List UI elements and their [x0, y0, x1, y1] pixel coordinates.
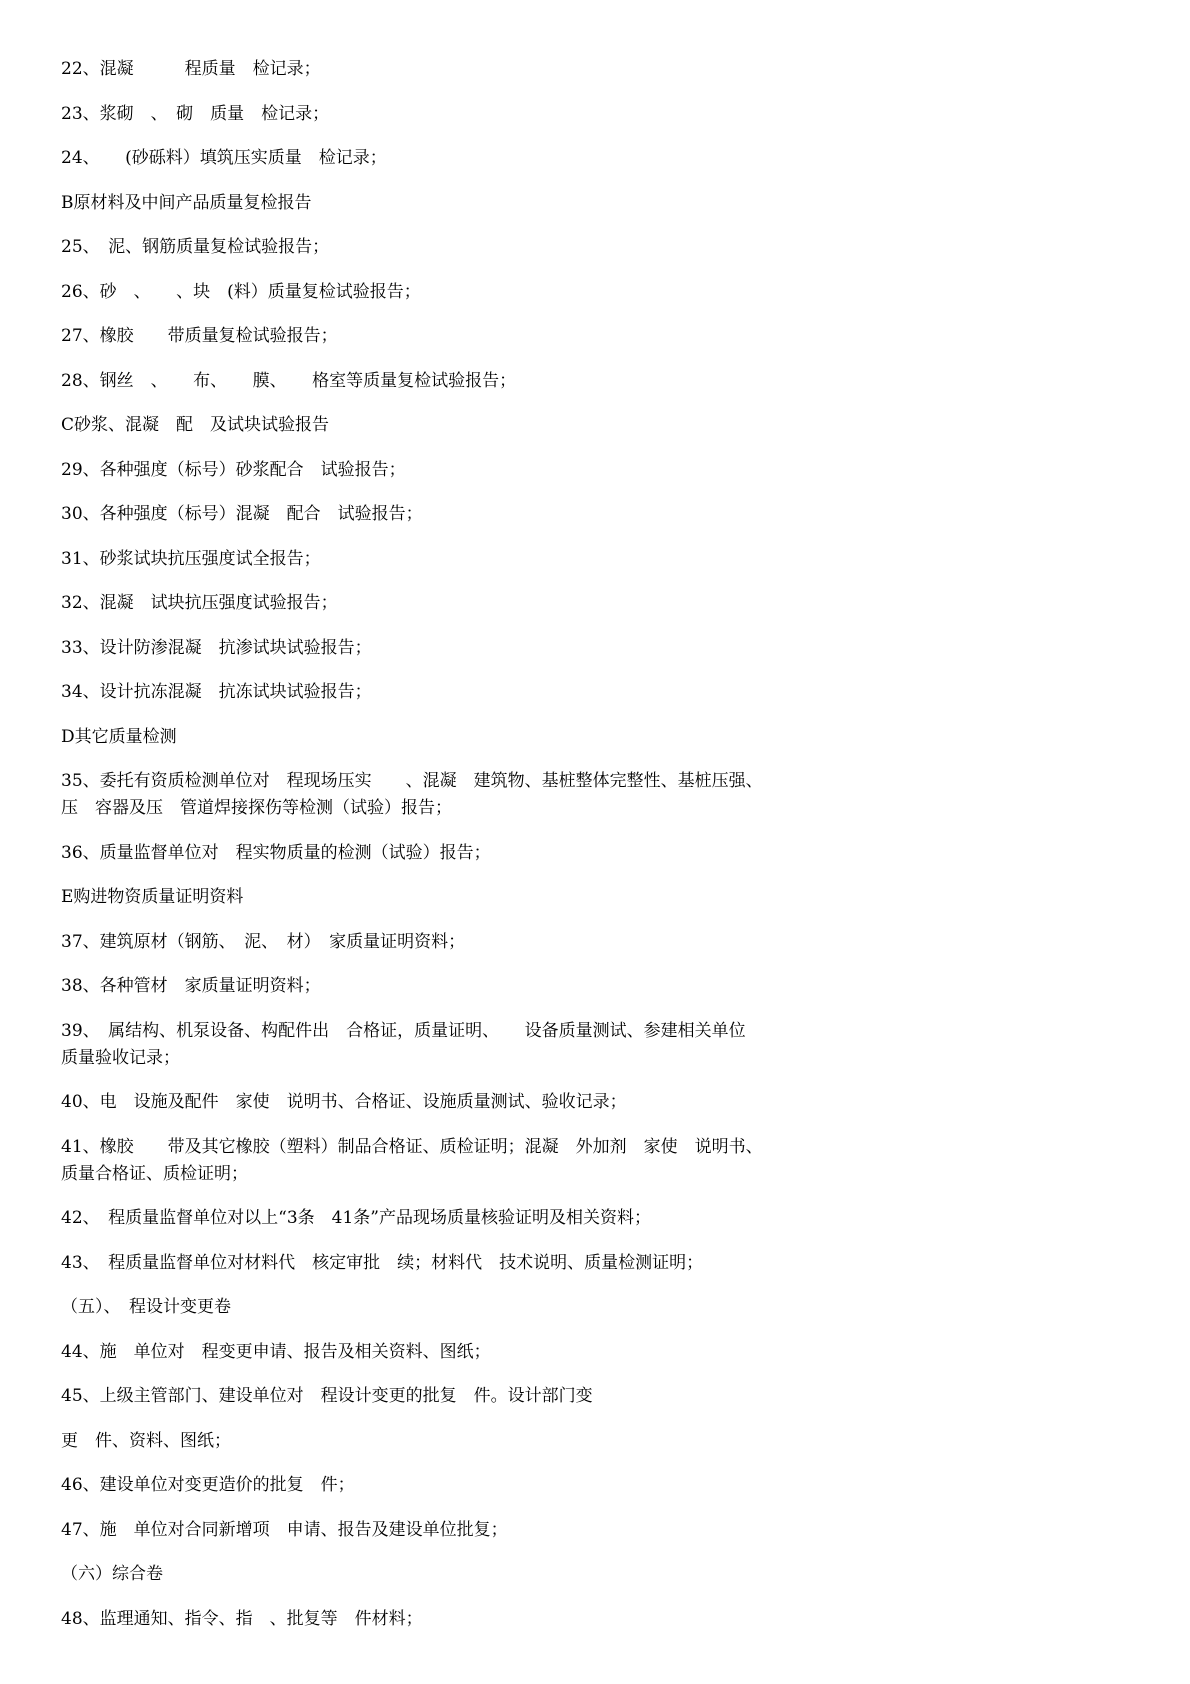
list-item: 29、各种强度（标号）砂浆配合 试验报告；: [61, 459, 406, 480]
list-item: 47、施 单位对合同新增项 申请、报告及建设单位批复；: [61, 1519, 508, 1540]
list-item: 42、 程质量监督单位对以上“3条 41条”产品现场质量核验证明及相关资料；: [61, 1208, 651, 1228]
list-item: 26、砂 、 、块 (料）质量复检试验报告；: [61, 281, 421, 302]
list-item-line: 质量验收记录；: [61, 1047, 180, 1068]
document-page: [61, 56, 1121, 1650]
list-item-line: 压 容器及压 管道焊接探伤等检测（试验）报告；: [61, 798, 452, 818]
list-item: 23、浆砌 、 砌 质量 检记录；: [61, 103, 330, 124]
list-item: 27、橡胶 带质量复检试验报告；: [61, 326, 338, 346]
section-heading-d: D其它质量检测: [61, 726, 177, 747]
list-item-multiline: [61, 1018, 1121, 1072]
list-item: 32、混凝 试块抗压强度试验报告；: [61, 593, 338, 613]
list-item: 48、监理通知、指令、指 、批复等 件材料；: [61, 1608, 423, 1629]
list-item: 31、砂浆试块抗压强度试全报告；: [61, 548, 321, 569]
list-item: 更 件、资料、图纸；: [61, 1430, 231, 1451]
section-heading-5: （五）、 程设计变更卷: [61, 1297, 231, 1317]
list-item: 44、施 单位对 程变更申请、报告及相关资料、图纸；: [61, 1341, 491, 1362]
list-item: 36、质量监督单位对 程实物质量的检测（试验）报告；: [61, 842, 491, 863]
section-heading-e: E购进物资质量证明资料: [61, 887, 244, 907]
list-item: 40、电 设施及配件 家使 说明书、合格证、设施质量测试、验收记录；: [61, 1092, 627, 1112]
list-item: 25、 泥、钢筋质量复检试验报告；: [61, 237, 330, 257]
section-heading-6: （六）综合卷: [61, 1564, 163, 1584]
list-item: 34、设计抗冻混凝 抗冻试块试验报告；: [61, 682, 372, 702]
section-heading-c: C砂浆、混凝 配 及试块试验报告: [61, 415, 330, 435]
list-item: 46、建设单位对变更造价的批复 件；: [61, 1475, 355, 1495]
list-item: 45、上级主管部门、建设单位对 程设计变更的批复 件。设计部门变: [61, 1386, 593, 1406]
list-item: 24、 (砂砾料）填筑压实质量 检记录；: [61, 148, 387, 168]
list-item: 33、设计防渗混凝 抗渗试块试验报告；: [61, 637, 372, 658]
list-item-line: 质量合格证、质检证明；: [61, 1163, 248, 1184]
list-item-line: 35、委托有资质检测单位对 程现场压实 、混凝 建筑物、基桩整体完整性、基桩压强、: [61, 771, 763, 791]
list-item-multiline: [61, 768, 1121, 822]
list-item-multiline: [61, 1134, 1121, 1188]
list-item: 38、各种管材 家质量证明资料；: [61, 976, 321, 996]
list-item: 30、各种强度（标号）混凝 配合 试验报告；: [61, 504, 423, 524]
list-item: 43、 程质量监督单位对材料代 核定审批 续；材料代 技术说明、质量检测证明；: [61, 1252, 704, 1273]
section-heading-b: B原材料及中间产品质量复检报告: [61, 192, 312, 213]
list-item-line: 39、 属结构、机泵设备、构配件出 合格证，质量证明、 设备质量测试、参建相关单位: [61, 1020, 746, 1041]
list-item: 37、建筑原材（钢筋、 泥、 材） 家质量证明资料；: [61, 931, 466, 952]
list-item: 28、钢丝 、 布、 膜、 格室等质量复检试验报告；: [61, 370, 517, 391]
list-item: 22、混凝 程质量 检记录；: [61, 59, 321, 79]
list-item-line: 41、橡胶 带及其它橡胶（塑料）制品合格证、质检证明；混凝 外加剂 家使 说明书、: [61, 1136, 763, 1157]
